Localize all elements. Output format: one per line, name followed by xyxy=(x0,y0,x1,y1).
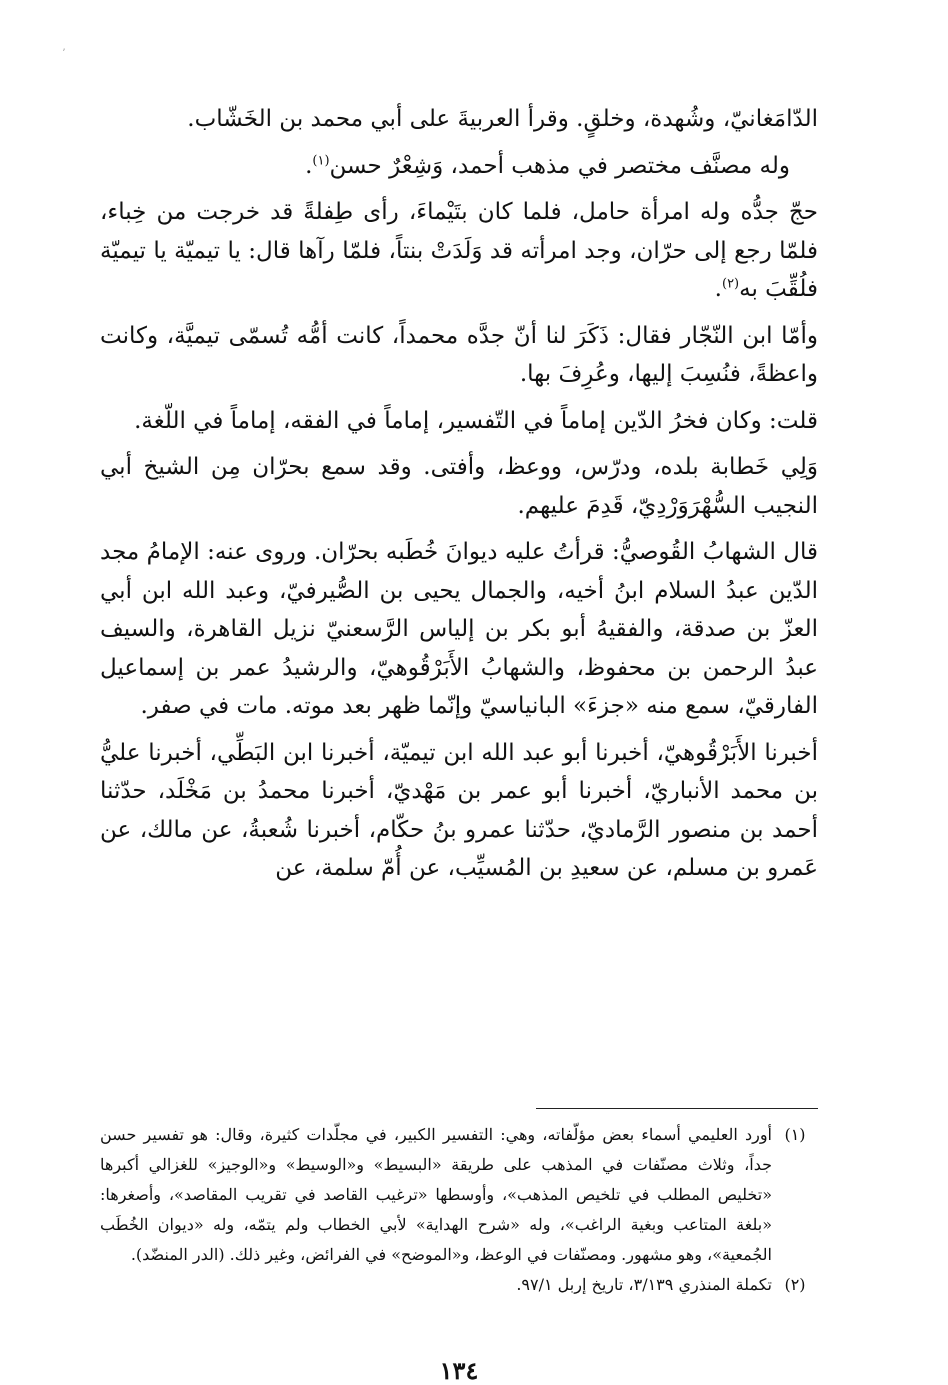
document-page xyxy=(100,100,818,1385)
paragraph-5 xyxy=(100,448,818,525)
footnote-2-number: (٢) xyxy=(784,1275,806,1294)
footnote-1 xyxy=(100,1120,818,1270)
footnote-1-number: (١) xyxy=(784,1125,806,1144)
paragraph-2-end: . xyxy=(714,276,722,302)
paragraph-2 xyxy=(100,193,818,309)
paragraph-4-text: قلت: وكان فخرُ الدّين إماماً في التّفسير، إماماً في الفقه، إماماً في اللّغة. xyxy=(134,407,818,434)
paragraph-3 xyxy=(100,317,818,394)
footnote-2-text: تكملة المنذري ٣/١٣٩، تاريخ إربل ٩٧/١. xyxy=(516,1275,772,1294)
main-text xyxy=(100,100,818,888)
paragraph-1-text: الدّامَغانيّ، وشُهدة، وخلقٍ. وقرأ العربيةَ على أبي محمد بن الخَشّاب. xyxy=(187,106,818,132)
paragraph-6 xyxy=(100,533,818,726)
paragraph-2-text: حجّ جدُّه وله امرأة حامل، فلما كان بتَيْماءَ، رأى طِفلةً قد خرجت من خِباء، فلمّا رجع إلى حرّان، وجد امرأته قد وَلَدَتْ بنتاً، فلمّا رآها قال: يا تيميّة يا تيميّة فلُقِّبَ به xyxy=(100,199,818,302)
footnote-ref-1[interactable]: (١) xyxy=(312,152,330,168)
paragraph-7-text: أخبرنا الأَبَرْقُوهيّ، أخبرنا أبو عبد الله ابن تيميّة، أخبرنا ابن البَطِّي، أخبرنا عليُّ بن محمد الأنباريّ، أخبرنا أبو عمر بن مَهْديّ، أخبرنا محمدُ بن مَخْلَد، حدّثنا أحمد بن منصور الرَّماديّ، حدّثنا عمرو بنُ حكّام، أخبرنا شُعبةُ، عن مالك، عن عَمرو بن مسلم، عن سعيدِ بن المُسيِّب، عن أُمّ سلمة، عن xyxy=(100,739,818,881)
paragraph-4 xyxy=(100,402,818,441)
scan-mark: ʼ xyxy=(62,48,66,59)
paragraph-1 xyxy=(100,100,818,139)
paragraph-1b xyxy=(100,147,818,186)
paragraph-7 xyxy=(100,734,818,888)
footnote-2 xyxy=(100,1270,818,1300)
paragraph-6-text: قال الشهابُ القُوصيُّ: قرأتُ عليه ديوانَ خُطَبه بحرّان. وروى عنه: الإمامُ مجد الدّين عبدُ السلام ابنُ أخيه، والجمال يحيى بن الصُّيرفيّ، وعبد الله ابن أبي العزّ بن صدقة، والفقيهُ أبو بكر بن إلياس الرَّسعنيّ نزيل القاهرة، والسيف عبدُ الرحمن بن محفوظ، والشهابُ الأَبَرْقُوهيّ، والرشيدُ عمر بن إسماعيل الفارقيّ، سمع منه «جزءَ» البانياسيّ وإنّما ظهر بعد موته. مات في صفر. xyxy=(100,539,818,719)
paragraph-5-text: وَلِي خَطابة بلده، ودرّس، ووعظ، وأفتى. وقد سمع بحرّان مِن الشيخ أبي النجيب السُّهْرَوَرْدِيّ، قَدِمَ عليهم. xyxy=(100,454,818,519)
footnote-divider xyxy=(536,1108,818,1109)
footnote-ref-2[interactable]: (٢) xyxy=(721,276,740,292)
paragraph-3-text: وأمّا ابن النّجّار فقال: ذَكَرَ لنا أنّ جدَّه محمداً، كانت أمُّه تُسمّى تيميَّة، وكانت واعظةً، فنُسِبَ إليها، وعُرِفَ بها. xyxy=(100,322,818,387)
footnotes xyxy=(100,1120,818,1300)
footnote-1-text: أورد العليمي أسماء بعض مؤلّفاته، وهي: التفسير الكبير، في مجلّدات كثيرة، وقال: هو تفسير حسن جداً، وثلاث مصنّفات في المذهب على طريقة «البسيط» و«الوسيط» و«الوجيز» للغزالي أكبرها «تخليص المطلب في تلخيص المذهب»، وأوسطها «ترغيب القاصد في تقريب المقاصد»، وأصغرها: «بلغة المتاعب وبغية الراغب»، وله «شرح الهداية» لأبي الخطاب ولم يتمّه، وله «ديوان الخُطَب الجُمعية»، وهو مشهور. ومصنّفات في الوعظ، و«الموضح» في الفرائض، وغير ذلك. (الدر المنضّد). xyxy=(100,1125,772,1264)
page-number: ١٣٤ xyxy=(439,1356,479,1385)
paragraph-1b-text: وله مصنَّف مختصر في مذهب أحمد، وَشِعْرٌ حسن xyxy=(329,152,790,179)
paragraph-1b-end: . xyxy=(305,152,313,179)
